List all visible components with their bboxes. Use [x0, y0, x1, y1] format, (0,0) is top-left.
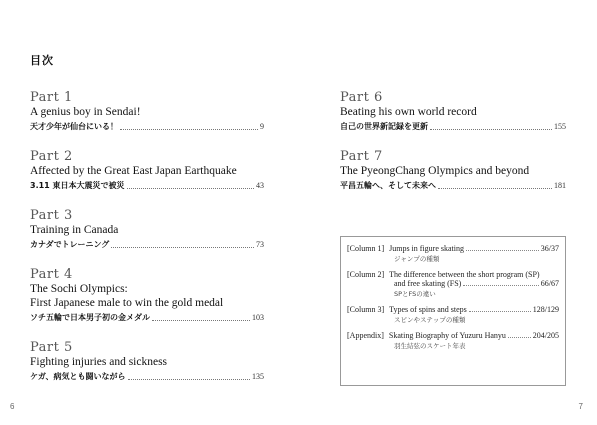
column-row — [347, 331, 559, 340]
leader-dots — [120, 128, 258, 130]
leader-dots — [111, 246, 254, 248]
part-jp-line — [340, 120, 566, 133]
part-jp-title: 平昌五輪へ、そして未来へ — [340, 181, 436, 190]
part-label: Part 4 — [30, 267, 73, 282]
part-jp-line — [340, 179, 566, 192]
leader-dots — [128, 378, 250, 380]
toc-column-2[interactable] — [347, 270, 559, 298]
column-jp-title: スピンやステップの種類 — [394, 316, 466, 324]
leader-dots — [438, 187, 552, 189]
page-number-right: 7 — [578, 402, 583, 411]
column-tag: [Appendix] — [347, 331, 384, 340]
column-page: 36/37 — [540, 244, 559, 253]
part-page-number: 73 — [256, 240, 264, 249]
toc-part-6[interactable] — [340, 90, 566, 133]
part-label: Part 7 — [340, 149, 383, 164]
leader-dots — [463, 284, 538, 286]
part-title: The Sochi Olympics: — [30, 283, 128, 295]
part-jp-line — [30, 370, 264, 383]
toc-part-3[interactable] — [30, 208, 264, 251]
part-page-number: 9 — [260, 122, 264, 131]
toc-part-7[interactable] — [340, 149, 566, 192]
column-tag: [Column 1] — [347, 244, 385, 253]
column-tag: [Column 3] — [347, 305, 385, 314]
column-row — [347, 270, 559, 279]
column-title: The difference between the short program (SP) — [389, 270, 540, 279]
toc-column-left — [30, 90, 264, 399]
part-page-number: 103 — [252, 313, 264, 322]
part-label: Part 2 — [30, 149, 73, 164]
part-page-number: 43 — [256, 181, 264, 190]
part-label: Part 5 — [30, 340, 73, 355]
part-jp-title: 天才少年が仙台にいる！ — [30, 122, 118, 131]
toc-heading: 目次 — [30, 54, 54, 67]
leader-dots — [508, 336, 531, 338]
column-tag: [Column 2] — [347, 270, 385, 279]
toc-part-5[interactable] — [30, 340, 264, 383]
part-page-number: 135 — [252, 372, 264, 381]
leader-dots — [430, 128, 552, 130]
part-title: Beating his own world record — [340, 106, 477, 118]
toc-column-3[interactable] — [347, 305, 559, 324]
column-jp-title: SPとFSの違い — [394, 290, 436, 298]
column-page: 204/205 — [532, 331, 559, 340]
part-title-line-2: First Japanese male to win the gold medal — [30, 297, 224, 309]
part-title: A genius boy in Sendai! — [30, 106, 141, 118]
part-label: Part 6 — [340, 90, 383, 105]
part-jp-title: ソチ五輪で日本男子初の金メダル — [30, 313, 150, 322]
columns-box — [340, 236, 566, 386]
column-row-2 — [347, 279, 559, 288]
column-title-line-2: and free skating (FS) — [394, 279, 462, 288]
part-jp-line — [30, 179, 264, 192]
part-title: Affected by the Great East Japan Earthquake — [30, 165, 237, 177]
part-label: Part 1 — [30, 90, 73, 105]
leader-dots — [152, 319, 250, 321]
column-title: Skating Biography of Yuzuru Hanyu — [388, 331, 506, 340]
part-title: Training in Canada — [30, 224, 119, 236]
toc-column-right — [340, 90, 566, 208]
part-jp-line — [30, 120, 264, 133]
part-jp-line — [30, 311, 264, 324]
part-title: Fighting injuries and sickness — [30, 356, 168, 368]
leader-dots — [469, 310, 531, 312]
column-page: 66/67 — [540, 279, 559, 288]
toc-appendix[interactable] — [347, 331, 559, 350]
part-jp-title: ケガ、病気とも闘いながら — [30, 372, 126, 381]
part-title: The PyeongChang Olympics and beyond — [340, 165, 530, 177]
column-page: 128/129 — [532, 305, 559, 314]
part-jp-title: カナダでトレーニング — [30, 240, 110, 249]
part-jp-title: 自己の世界新記録を更新 — [340, 122, 428, 131]
page-number-left: 6 — [10, 402, 15, 411]
part-jp-title: 3.11 東日本大震災で被災 — [30, 181, 125, 190]
column-jp-title: 羽生結弦のスケート年表 — [394, 342, 466, 350]
toc-part-1[interactable] — [30, 90, 264, 133]
column-jp-title: ジャンプの種類 — [394, 255, 440, 263]
toc-part-2[interactable] — [30, 149, 264, 192]
part-page-number: 155 — [554, 122, 566, 131]
column-row — [347, 305, 559, 314]
toc-column-1[interactable] — [347, 244, 559, 263]
leader-dots — [127, 187, 254, 189]
column-title: Jumps in figure skating — [389, 244, 464, 253]
part-label: Part 3 — [30, 208, 73, 223]
part-page-number: 181 — [554, 181, 566, 190]
leader-dots — [466, 249, 539, 251]
column-title: Types of spins and steps — [389, 305, 467, 314]
toc-part-4[interactable] — [30, 267, 264, 324]
column-row — [347, 244, 559, 253]
part-jp-line — [30, 238, 264, 251]
